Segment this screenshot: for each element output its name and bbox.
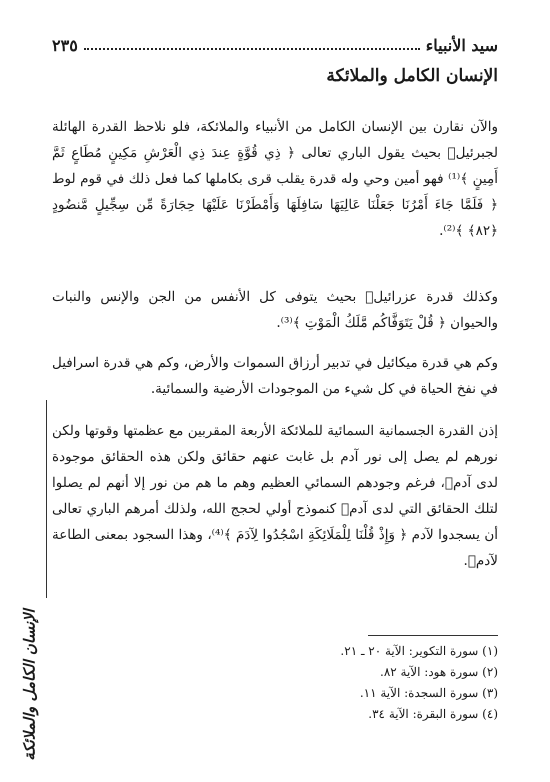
side-label-text: الإنسان الكامل والملائكة: [21, 609, 39, 761]
footnote-3: (٣) سورة السجدة: الآية ١١.: [359, 686, 498, 700]
footnote-2: (٢) سورة هود: الآية ٨٢.: [380, 665, 498, 679]
footnotes: [80, 641, 498, 725]
footnote-1: (١) سورة التكوير: الآية ٢٠ ـ ٢١.: [340, 644, 498, 658]
footnote-divider: [368, 635, 498, 636]
running-title: سيد الأنبياء: [425, 35, 498, 55]
footnote-4: (٤) سورة البقرة: الآية ٣٤.: [368, 707, 498, 721]
page-header: [52, 34, 498, 56]
section-heading: الإنسان الكامل والملائكة: [326, 66, 498, 86]
paragraph-adam-prostration: إذن القدرة الجسمانية السمائية للملائكة الأربعة المقربين مع عظمتها وقوتها ولكن نورهم لم يصل إلى نور آدم بل غابت عنهم حقائق ولكن هذه الحقائق موجودة لدى آدم﷣، فرغم وجودهم السمائي العظيم وهم ما هم من نور إلا أنهم لم يصلوا لتلك الحقائق التي لدى آدم﷣ كنموذج أولي لحجج الله، ولذلك أمرهم الباري تعالى أن يسجدوا لآدم ﴿ وَإِذْ قُلْنَا لِلْمَلَائِكَةِ اسْجُدُوا لِآدَمَ ﴾⁽⁴⁾، وهذا السجود بمعنى الطاعة لآدم﷣.: [52, 422, 498, 569]
paragraph-angels-power: والآن نقارن بين الإنسان الكامل من الأنبياء والملائكة، فلو نلاحظ القدرة الهائلة لجبرئيل﷣ بحيث يقول الباري تعالى ﴿ ذِي قُوَّةٍ عِندَ ذِي الْعَرْشِ مَكِينٍ مُطَاعٍ ثَمَّ أَمِينٍ ﴾⁽¹⁾ فهو أمين وحي وله قدرة يقلب قرى بكاملها كما فعل ذلك في قوم لوط ﴿ فَلَمَّا جَاءَ أَمْرُنَا جَعَلْنَا عَالِيَهَا سَافِلَهَا وَأَمْطَرْنَا عَلَيْهَا حِجَارَةً مِّن سِجِّيلٍ مَّنضُودٍ ﴿٨٢﴾ ﴾⁽²⁾.: [52, 118, 498, 239]
side-margin-label: [10, 600, 50, 770]
paragraph-michael-israfil: وكم هي قدرة ميكائيل في تدبير أرزاق السموات والأرض، وكم هي قدرة اسرافيل في نفخ الحياة في كل شيء من الموجودات الأرضية والسمائية.: [52, 354, 498, 397]
header-dotted-leader: [84, 48, 420, 50]
paragraph-azrael: وكذلك قدرة عزرائيل﷣ بحيث يتوفى كل الأنفس من الجن والإنس والنبات والحيوان ﴿ قُلْ يَتَوَفَّاكُم مَّلَكُ الْمَوْتِ ﴾⁽³⁾.: [52, 288, 498, 331]
page-number: ٢٣٥: [52, 35, 78, 55]
